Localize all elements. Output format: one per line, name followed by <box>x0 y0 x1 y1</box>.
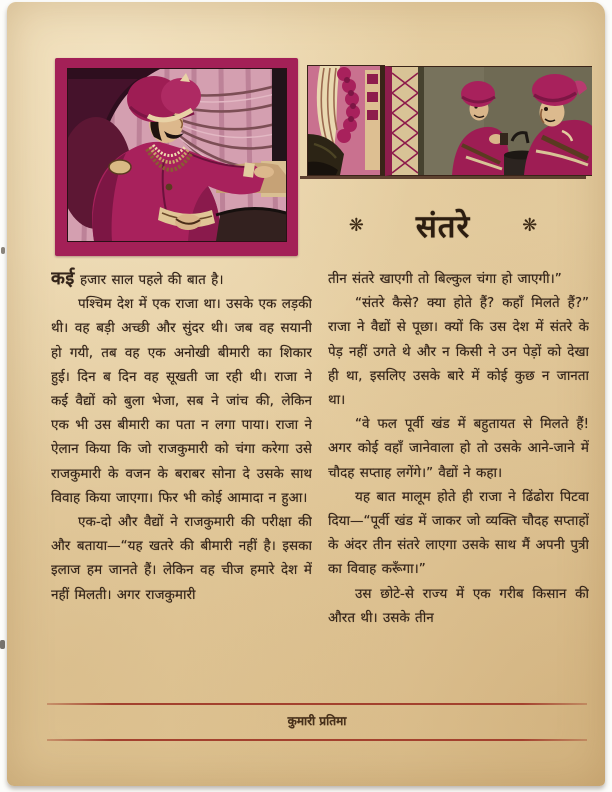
paragraph: “संतरे कैसे? क्या होते हैं? कहाँ मिलते हैं?” राजा ने वैद्यों से पूछा। क्यों कि उस देश में संतरे के पेड़ नहीं उगते थे और न किसी ने उन पेड़ों को देखा ही था, इसलिए उसके बारे में कोई कुछ न जानता था। <box>328 295 589 409</box>
story-column-right <box>328 267 589 703</box>
story-column-left <box>51 267 312 703</box>
footer-credit: कुमारी प्रतिमा <box>287 714 347 728</box>
flower-ornament-right-icon: ❋ <box>522 215 538 236</box>
page-title: संतरे <box>415 209 471 245</box>
curtain-illustration-icon <box>308 66 384 175</box>
king-scene <box>67 68 287 242</box>
scan-speck <box>0 640 5 649</box>
illustration-panel-princes <box>385 66 592 176</box>
illustration-panel-king <box>55 58 298 256</box>
paragraph: एक-दो और वैद्यों ने राजकुमारी की परीक्षा की और बताया—“यह खतरे की बीमारी नहीं है। इसका इलाज हम जानते हैं। लेकिन वह चीज हमारे देश में नहीं मिलती। अगर राजकुमारी <box>51 514 312 603</box>
paragraph: “वे फल पूर्वी खंड में बहुतायत से मिलते हैं! अगर कोई वहाँ जानेवाला हो तो उसके आने-जाने में चौदह सप्ताह लगेंगे।” वैद्यों ने कहा। <box>328 416 589 481</box>
paragraph-text: हजार साल पहले की बात है। <box>79 272 224 288</box>
footer-rule-top <box>47 703 587 705</box>
king-illustration-icon <box>68 69 286 241</box>
flower-ornament-left-icon: ❋ <box>348 215 364 236</box>
drop-cap-word: कई <box>51 268 75 289</box>
paragraph: पश्चिम देश में एक राजा था। उसके एक लड़की थी। वह बड़ी अच्छी और सुंदर थी। जब वह सयानी हो गयी, तब वह एक अनोखी बीमारी का शिकार हुई। दिन ब दिन वह सूखती जा रही थी। राजा ने कई वैद्यों को बुला भेजा, सब ने जांच की, लेकिन एक भी उस बीमारी का पता न लगा पाया। राजा ने ऐलान किया कि जो राजकुमारी को चंगा करेगा उसे राजकुमारी के वजन के बराबर सोना दे उसके साथ विवाह किया जाएगा। फिर भी कोई आमादा न हुआ। <box>51 296 312 506</box>
paragraph <box>51 267 312 292</box>
illustration-panel-curtain <box>307 65 385 176</box>
footer-rule-bottom <box>47 739 587 741</box>
illustration-divider <box>300 176 586 179</box>
paragraph: यह बात मालूम होते ही राजा ने ढिंढोरा पिटवा दिया—“पूर्वी खंड में जाकर जो व्यक्ति चौदह सप्ताहों के अंदर तीन संतरे लाएगा उसके साथ मैं अपनी पुत्री का विवाह करूँगा।” <box>328 488 589 578</box>
paragraph: तीन संतरे खाएगी तो बिल्कुल चंगा हो जाएगी।” <box>328 271 562 287</box>
book-page <box>7 2 605 786</box>
princes-illustration-icon <box>392 67 592 175</box>
scan-speck <box>1 247 5 254</box>
story-title-block <box>300 198 586 254</box>
paragraph: उस छोटे-से राज्य में एक गरीब किसान की औरत थी। उसके तीन <box>328 585 589 626</box>
story-illustration <box>55 58 587 256</box>
story-text <box>51 267 589 703</box>
